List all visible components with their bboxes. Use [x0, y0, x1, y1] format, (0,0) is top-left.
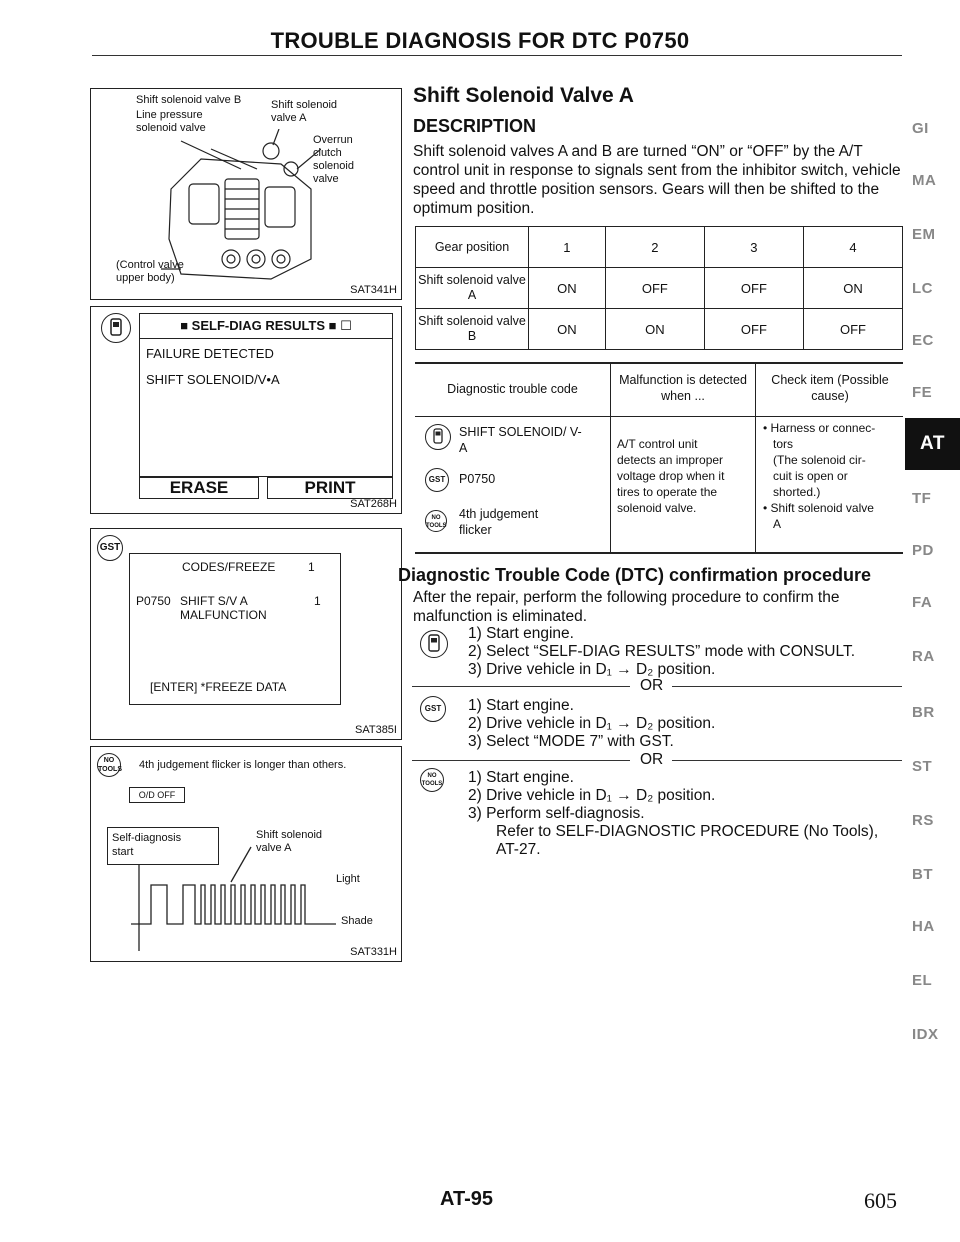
sidebar-item-ha[interactable]: HA — [912, 918, 935, 935]
sidebar-item-ra[interactable]: RA — [912, 648, 935, 665]
text-line: tors — [773, 437, 794, 451]
gear-table — [415, 226, 903, 350]
check-item-text — [763, 420, 875, 532]
consult-icon — [420, 630, 448, 658]
sidebar-item-rs[interactable]: RS — [912, 812, 934, 829]
label-cv2: upper body) — [116, 272, 175, 284]
figure-id: SAT341H — [350, 284, 397, 296]
sidebar-item-ma[interactable]: MA — [912, 172, 937, 189]
table-cell: ON — [803, 268, 902, 309]
text-line: cuit is open or — [773, 469, 848, 483]
notools-step-2: 2) Drive vehicle in D₁ → D₂ position. — [468, 787, 716, 804]
text-line: A — [773, 517, 782, 531]
text-line: detects an improper — [617, 453, 724, 467]
sidebar-item-at[interactable]: AT — [905, 418, 960, 470]
notools-step-1: 1) Start engine. — [468, 769, 574, 786]
print-button[interactable]: PRINT — [267, 477, 393, 499]
sidebar-item-pd[interactable]: PD — [912, 542, 934, 559]
flicker-caption: 4th judgement flicker is longer than others. — [139, 759, 347, 771]
sidebar-item-ec[interactable]: EC — [912, 332, 934, 349]
sidebar-item-tf[interactable]: TF — [912, 490, 932, 507]
figure-self-diag — [90, 306, 402, 514]
dtc-notools-code: 4th judgement flicker — [459, 507, 539, 537]
sv-label: Shift solenoid — [256, 829, 323, 841]
gst-step-1: 1) Start engine. — [468, 697, 574, 714]
table-cell: 4 — [803, 227, 902, 268]
square-icon: ■ ☐ — [325, 318, 352, 333]
flicker-waveform — [91, 747, 401, 961]
dtc-confirmation-heading: Diagnostic Trouble Code (DTC) confirmation procedure — [398, 565, 872, 585]
figure-id: SAT268H — [350, 498, 397, 510]
label-svb: Shift solenoid valve B — [136, 94, 242, 106]
failure-item: SHIFT SOLENOID/V•A — [146, 372, 280, 387]
consult-screen — [139, 313, 393, 477]
sidebar-item-gi[interactable]: GI — [912, 120, 929, 137]
dtc-col-divider — [755, 364, 756, 552]
label-lp2: solenoid valve — [136, 122, 206, 134]
sidebar-item-st[interactable]: ST — [912, 758, 933, 775]
shade-label: Shade — [341, 915, 373, 927]
failure-detected: FAILURE DETECTED — [146, 346, 274, 361]
table-cell: OFF — [605, 268, 704, 309]
figure-valve-diagram — [90, 88, 402, 300]
notools-step-3-ref: Refer to SELF-DIAGNOSTIC PROCEDURE (No Tools), — [496, 823, 879, 840]
sidebar-item-bt[interactable]: BT — [912, 866, 933, 883]
dtc-text: SHIFT S/V A — [180, 594, 248, 608]
text-line: tires to operate the — [617, 485, 718, 499]
page-code: AT-95 — [440, 1188, 493, 1210]
sidebar-item-el[interactable]: EL — [912, 972, 933, 989]
text-line: • Shift solenoid valve — [763, 501, 874, 515]
dtc-header-code: Diagnostic trouble code — [447, 382, 578, 396]
erase-button[interactable]: ERASE — [139, 477, 259, 499]
light-label: Light — [336, 873, 360, 885]
dtc-header-rule — [415, 416, 903, 417]
valve-body-drawing — [161, 129, 321, 289]
start-label: Self-diagnosis — [112, 832, 182, 844]
sidebar-item-fa[interactable]: FA — [912, 594, 933, 611]
start-label-2: start — [112, 846, 134, 858]
title-rule — [92, 55, 902, 56]
description-text: Shift solenoid valves A and B are turned “ON” or “OFF” by the A/T control unit in response to signals sent from the inhibitor switch, vehicle speed and throttle position sensors. Gears will then be shifted to the optimum position. — [413, 143, 901, 217]
text-line: A/T control unit — [617, 437, 698, 451]
screen-title — [140, 318, 392, 334]
table-cell: Shift solenoid valve A — [416, 268, 529, 309]
dtc-code: P0750 — [136, 594, 171, 608]
gst-icon: GST — [97, 535, 123, 561]
table-cell: ON — [605, 309, 704, 350]
or-divider — [412, 760, 630, 761]
no-tools-icon: NO TOOLS — [420, 768, 444, 792]
figure-id: SAT385I — [355, 724, 397, 736]
dtc-header-malfunction: Malfunction is detected when ... — [619, 373, 747, 403]
figure-flicker — [90, 746, 402, 962]
gst-icon: GST — [420, 696, 446, 722]
or-divider — [672, 760, 902, 761]
table-cell: OFF — [803, 309, 902, 350]
or-label: OR — [640, 751, 664, 768]
text-line: • Harness or connec- — [763, 421, 876, 435]
gst-step-3: 3) Select “MODE 7” with GST. — [468, 733, 674, 750]
table-cell: Shift solenoid valve B — [416, 309, 529, 350]
codes-header: CODES/FREEZE — [182, 560, 276, 574]
gst-icon: GST — [425, 468, 449, 492]
table-cell: ON — [529, 309, 606, 350]
text-line: (The solenoid cir- — [773, 453, 866, 467]
label-sva2: valve A — [271, 112, 307, 124]
sv-label-2: valve A — [256, 842, 292, 854]
consult-icon — [101, 313, 131, 343]
no-tools-icon: NO TOOLS — [97, 753, 121, 777]
dtc-table — [415, 362, 903, 554]
table-cell: 2 — [605, 227, 704, 268]
or-label: OR — [640, 677, 664, 694]
label-oc1: Overrun — [313, 134, 353, 146]
or-divider — [412, 686, 630, 687]
label-oc2: clutch — [313, 147, 342, 159]
consult-step-1: 1) Start engine. — [468, 625, 574, 642]
gst-screen — [129, 553, 341, 705]
title-divider — [140, 338, 392, 339]
label-lp: Line pressure — [136, 109, 203, 121]
or-divider — [672, 686, 902, 687]
sidebar-item-fe[interactable]: FE — [912, 384, 933, 401]
dtc-num: 1 — [314, 594, 321, 608]
notools-step-3-ref2: AT-27. — [496, 841, 541, 858]
table-row — [416, 268, 903, 309]
figure-codes-freeze — [90, 528, 402, 740]
page-title: TROUBLE DIAGNOSIS FOR DTC P0750 — [270, 28, 690, 53]
square-icon: ■ — [180, 318, 192, 333]
section-title: Shift Solenoid Valve A — [413, 84, 634, 107]
table-cell: 1 — [529, 227, 606, 268]
consult-step-2: 2) Select “SELF-DIAG RESULTS” mode with CONSULT. — [468, 643, 856, 660]
table-cell: OFF — [704, 268, 803, 309]
consult-icon — [425, 424, 451, 450]
enter-freeze: [ENTER] *FREEZE DATA — [150, 680, 287, 694]
table-cell: OFF — [704, 309, 803, 350]
sidebar-item-em[interactable]: EM — [912, 226, 936, 243]
sidebar-item-br[interactable]: BR — [912, 704, 935, 721]
sidebar-item-idx[interactable]: IDX — [912, 1026, 939, 1043]
figure-id: SAT331H — [350, 946, 397, 958]
page-number: 605 — [864, 1188, 897, 1213]
label-sva: Shift solenoid — [271, 99, 338, 111]
codes-header-num: 1 — [308, 560, 315, 574]
notools-step-3: 3) Perform self-diagnosis. — [468, 805, 645, 822]
dtc-text-2: MALFUNCTION — [180, 608, 267, 622]
sidebar-item-lc[interactable]: LC — [912, 280, 933, 297]
table-cell: ON — [529, 268, 606, 309]
label-cv1: (Control valve — [116, 259, 184, 271]
dtc-header-check: Check item (Possible cause) — [771, 373, 889, 403]
label-oc4: valve — [313, 173, 339, 185]
no-tools-icon: NO TOOLS — [425, 510, 447, 532]
dtc-col-divider — [610, 364, 611, 552]
table-row — [416, 309, 903, 350]
od-off-lamp: O/D OFF — [129, 787, 185, 803]
dtc-consult-code: SHIFT SOLENOID/ V-A — [459, 425, 582, 455]
text-line: shorted.) — [773, 485, 821, 499]
gst-step-2: 2) Drive vehicle in D₁ → D₂ position. — [468, 715, 716, 732]
label-oc3: solenoid — [313, 160, 354, 172]
dtc-gst-code: P0750 — [459, 472, 496, 486]
self-diag-title: SELF-DIAG RESULTS — [191, 318, 326, 333]
dtc-intro: After the repair, perform the following procedure to confirm the malfunction is eliminated. — [413, 589, 840, 625]
table-row — [416, 227, 903, 268]
consult-step-3: 3) Drive vehicle in D₁ → D₂ position. — [468, 661, 716, 678]
table-cell: Gear position — [416, 227, 529, 268]
table-cell: 3 — [704, 227, 803, 268]
text-line: voltage drop when it — [617, 469, 725, 483]
malfunction-text — [617, 436, 724, 516]
text-line: solenoid valve. — [617, 501, 697, 515]
description-heading: DESCRIPTION — [413, 116, 537, 136]
